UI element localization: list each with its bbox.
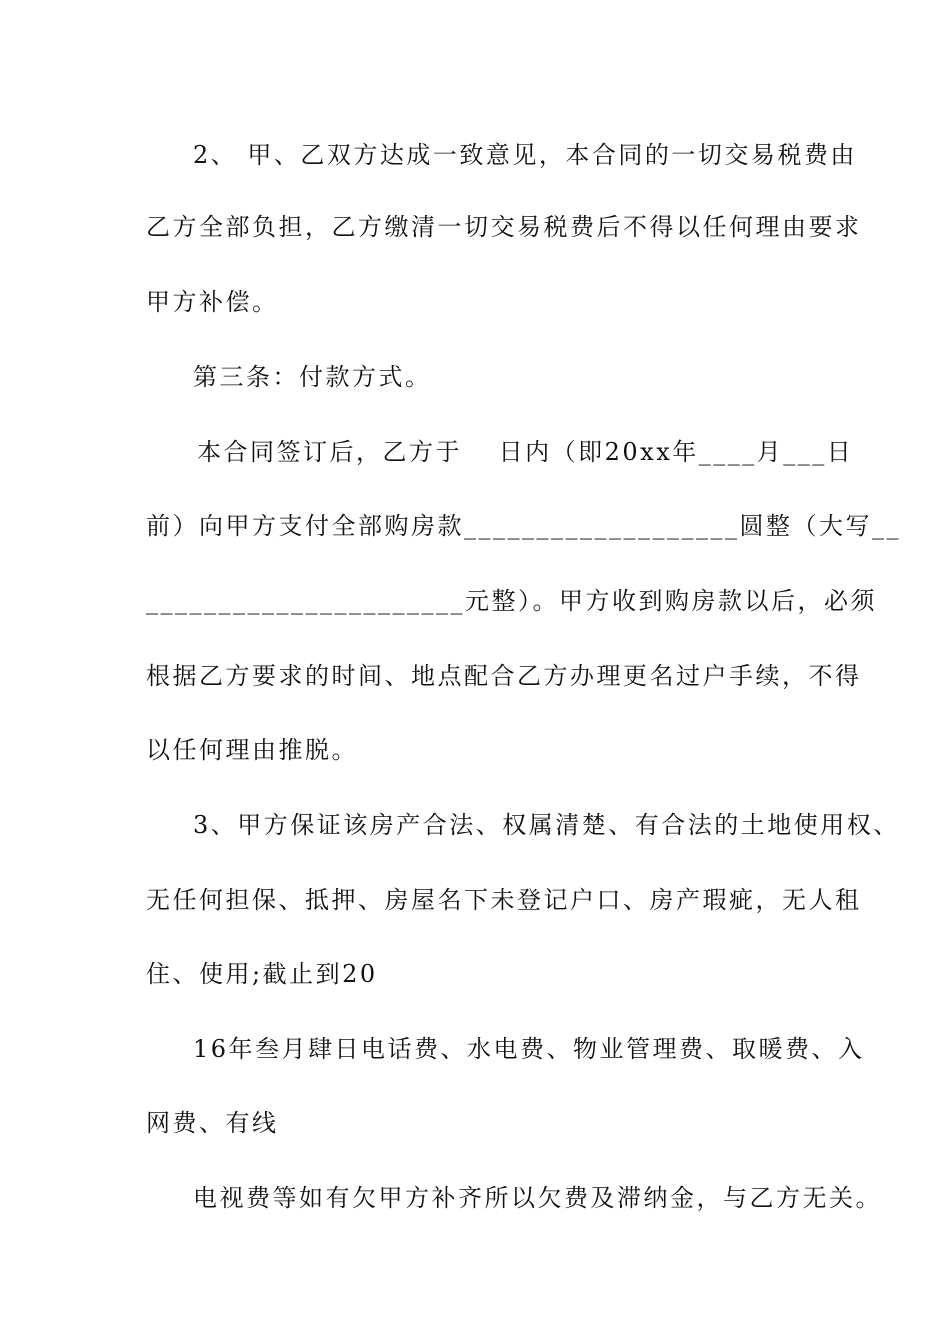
text-line: 前）向甲方支付全部购房款___________________圆整（大写__ [146, 512, 901, 540]
text-line: 3、甲方保证该房产合法、权属清楚、有合法的土地使用权、 [193, 811, 900, 839]
text-line: 2、 甲、乙双方达成一致意见，本合同的一切交易税费由 [193, 141, 857, 169]
text-line: 根据乙方要求的时间、地点配合乙方办理更名过户手续，不得 [146, 662, 862, 690]
text-line: 以任何理由推脱。 [146, 736, 358, 764]
text-line: 电视费等如有欠甲方补齐所以欠费及滞纳金，与乙方无关。 [193, 1184, 882, 1212]
text-line: ______________________元整）。甲方收到购房款以后，必须 [146, 587, 877, 615]
text-line: 甲方补偿。 [146, 288, 279, 316]
text-line: 网费、有线 [146, 1109, 279, 1137]
text-line: 住、使用;截止到20 [146, 960, 378, 988]
text-line: 无任何担保、抵押、房屋名下未登记户口、房产瑕疵，无人租 [146, 886, 862, 914]
text-line: 第三条：付款方式。 [193, 363, 432, 391]
text-line: 乙方全部负担，乙方缴清一切交易税费后不得以任何理由要求 [146, 213, 862, 241]
text-line: 本合同签订后，乙方于 日内（即20xx年____月___日 [197, 438, 854, 466]
text-line: 16年叁月肆日电话费、水电费、物业管理费、取暖费、入 [193, 1035, 865, 1063]
